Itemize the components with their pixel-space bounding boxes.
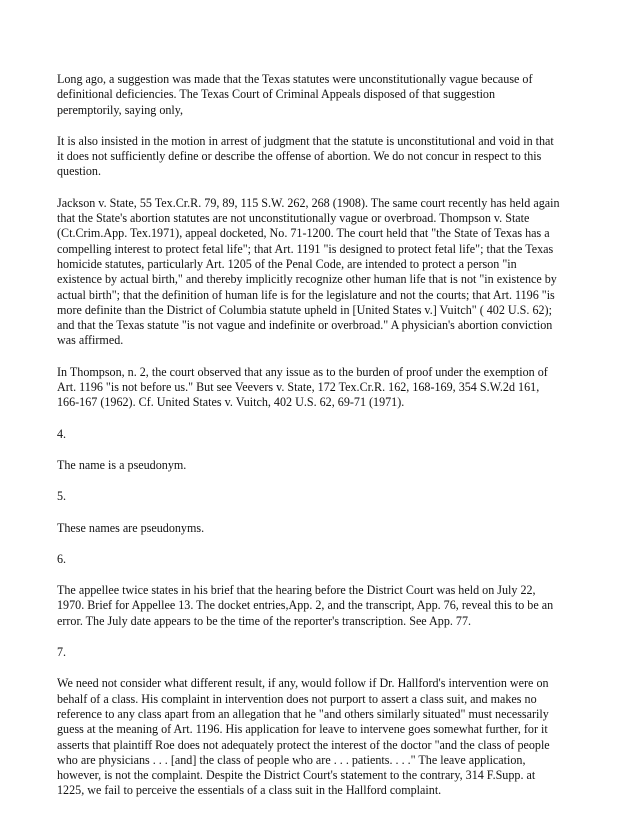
paragraph-quoted-holding: It is also insisted in the motion in arrest of judgment that the statute is unconstitutional and void in that it does not sufficiently define or describe the offense of abortion. We do not concur in respect to this question.	[57, 133, 554, 179]
footnote-number-4: 4.	[57, 426, 67, 441]
footnote-4-text: The name is a pseudonym.	[57, 457, 187, 472]
document-page	[57, 72, 577, 799]
paragraph-jackson-citation: Jackson v. State, 55 Tex.Cr.R. 79, 89, 115 S.W. 262, 268 (1908). The same court recently has held again that the State's abortion statutes are not unconstitutionally vague or overbroad. Thompson v. State (Ct.Crim.App. Tex.1971), appeal docketed, No. 71-1200. The court held that "the State of Texas has a compelling interest to protect fetal life"; that Art. 1191 "is designed to protect fetal life"; that the Texas homicide statutes, particularly Art. 1205 of the Penal Code, are intended to protect a person "in existence by actual birth," and thereby implicitly recognize other human life that is not "in existence by actual birth"; that the definition of human life is for the legislature and not the courts; that Art. 1196 "is more definite than the District of Columbia statute upheld in [United States v.] Vuitch" ( 402 U.S. 62); and that the Texas statute "is not vague and indefinite or overbroad." A physician's abortion conviction was affirmed.	[57, 195, 560, 348]
footnote-5-text: These names are pseudonyms.	[57, 520, 205, 535]
paragraph-vagueness-suggestion: Long ago, a suggestion was made that the Texas statutes were unconstitutionally vague because of definitional deficiencies. The Texas Court of Criminal Appeals disposed of that suggestion peremptorily, saying only,	[57, 72, 533, 117]
footnote-6-text: The appellee twice states in his brief that the hearing before the District Court was held on July 22, 1970. Brief for Appellee 13. The docket entries,App. 2, and the transcript, App. 76, reveal this to be an error. The July date appears to be the time of the reporter's transcription. See App. 77.	[57, 583, 554, 628]
footnote-number-7: 7.	[57, 645, 67, 660]
paragraph-thompson-note: In Thompson, n. 2, the court observed that any issue as to the burden of proof under the exemption of Art. 1196 "is not before us." But see Veevers v. State, 172 Tex.Cr.R. 162, 168-169, 354 S.W.2d 161, 166-167 (1962). Cf. United States v. Vuitch, 402 U.S. 62, 69-71 (1971).	[57, 364, 548, 410]
footnote-number-6: 6.	[57, 551, 67, 566]
footnote-number-5: 5.	[57, 489, 67, 504]
footnote-7-text: We need not consider what different result, if any, would follow if Dr. Hallford's intervention were on behalf of a class. His complaint in intervention does not purport to assert a class suit, and makes no reference to any class apart from an allegation that he "and others similarly situated" must necessarily guess at the meaning of Art. 1196. His application for leave to intervene goes somewhat further, for it asserts that plaintiff Roe does not adequately protect the interest of the doctor "and the class of people who are physicians . . . [and] the class of people who are . . . patients. . . ." The leave application, however, is not the complaint. Despite the District Court's statement to the contrary, 314 F.Supp. at 1225, we fail to perceive the essentials of a class suit in the Hallford complaint.	[57, 676, 550, 798]
